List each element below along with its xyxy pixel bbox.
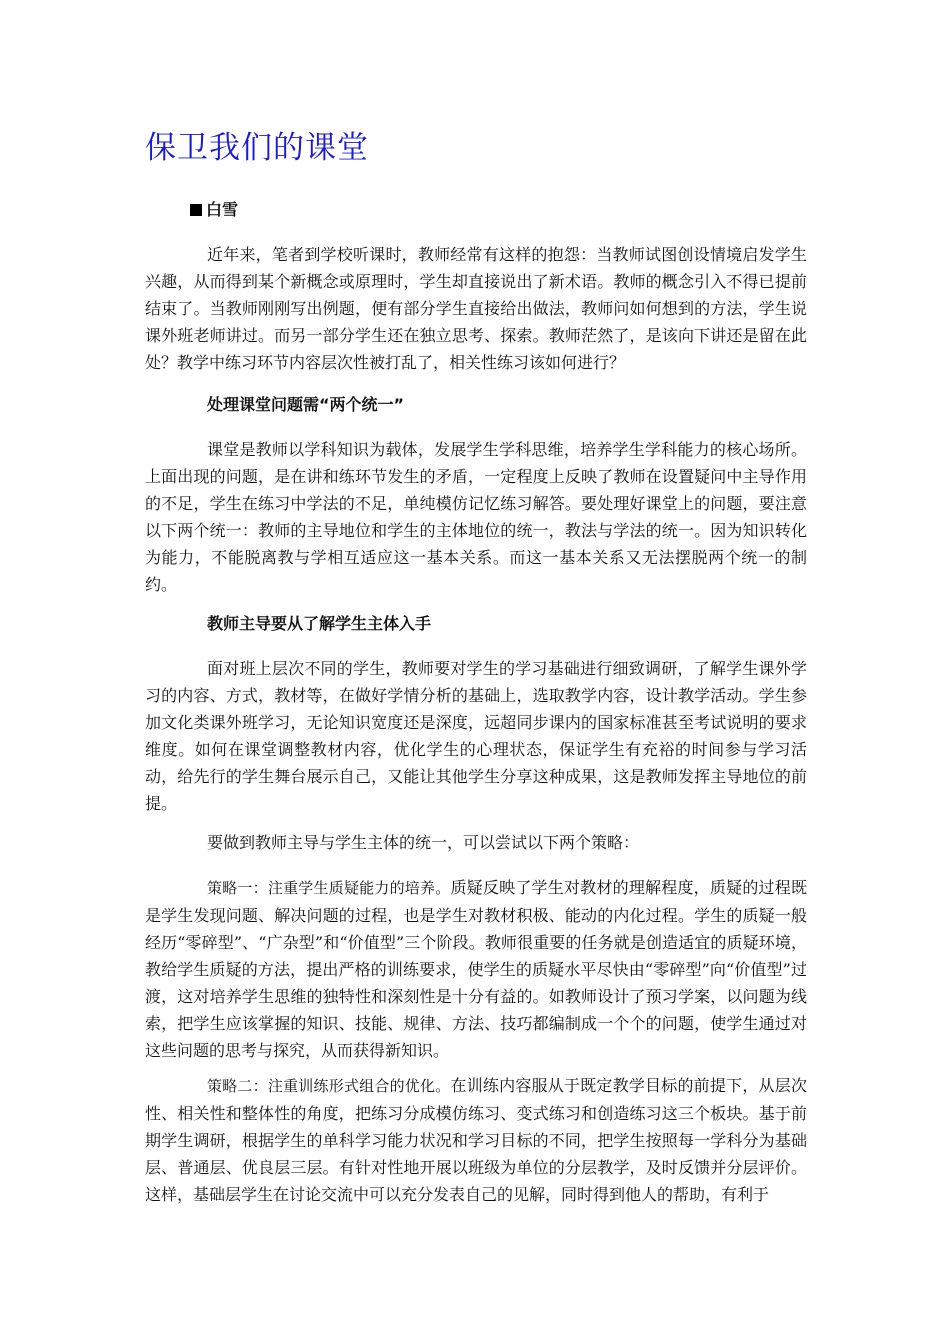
strategy2-label: 策略二：注重训练形式组合的优化。 bbox=[207, 1077, 451, 1095]
square-bullet-icon bbox=[190, 204, 202, 216]
section-heading-two-unities: 处理课堂问题需“两个统一” bbox=[207, 395, 405, 414]
section1-paragraph: 课堂是教师以学科知识为载体，发展学生学科思维，培养学生学科能力的核心场所。上面出现的问题，是在讲和练环节发生的矛盾，一定程度上反映了教师在设置疑问中主导作用的不足，学生在练习中学法的不足，单纯模仿记忆练习解答。要处理好课堂上的问题，要注意以下两个统一：教师的主导地位和学生的主体地位的统一，教法与学法的统一。因为知识转化为能力，不能脱离教与学相互适应这一基本关系。而这一基本关系又无法摆脱两个统一的制约。 bbox=[145, 440, 807, 594]
author-line bbox=[190, 198, 238, 222]
section2-paragraph: 面对班上层次不同的学生，教师要对学生的学习基础进行细致调研，了解学生课外学习的内容、方式，教材等，在做好学情分析的基础上，选取教学内容，设计教学活动。学生参加文化类课外班学习，无论知识宽度还是深度，远超同步课内的国家标准甚至考试说明的要求维度。如何在课堂调整教材内容，优化学生的心理状态，保证学生有充裕的时间参与学习活动，给先行的学生舞台展示自己，又能让其他学生分享这种成果，这是教师发挥主导地位的前提。 bbox=[145, 659, 807, 813]
strategy1-body: 质疑反映了学生对教材的理解程度，质疑的过程既是学生发现问题、解决问题的过程，也是学生对教材积极、能动的内化过程。学生的质疑一般经历“零碎型”、“广杂型”和“价值型”三个阶段。教师很重要的任务就是创造适宜的质疑环境，教给学生质疑的方法，提出严格的训练要求，使学生的质疑水平尽快由“零碎型”向“价值型”过渡，这对培养学生思维的独特性和深刻性是十分有益的。如教师设计了预习学案，以问题为线索，把学生应该掌握的知识、技能、规律、方法、技巧都编制成一个个的问题，使学生通过对这些问题的思考与探究，从而获得新知识。 bbox=[145, 878, 807, 1060]
strategy1-paragraph bbox=[145, 874, 807, 1064]
strategy2-body: 在训练内容服从于既定教学目标的前提下，从层次性、相关性和整体性的角度，把练习分成模仿练习、变式练习和创造练习这三个板块。基于前期学生调研，根据学生的单科学习能力状况和学习目标的不同，把学生按照每一学科分为基础层、普通层、优良层三层。有针对性地开展以班级为单位的分层教学，及时反馈并分层评价。这样，基础层学生在讨论交流中可以充分发表自己的见解，同时得到他人的帮助，有利于 bbox=[145, 1076, 807, 1204]
strategy2-paragraph bbox=[145, 1072, 807, 1208]
intro-paragraph: 近年来，笔者到学校听课时，教师经常有这样的抱怨：当教师试图创设情境启发学生兴趣，从而得到某个新概念或原理时，学生却直接说出了新术语。教师的概念引入不得已提前结束了。当教师刚刚写出例题，便有部分学生直接给出做法，教师问如何想到的方法，学生说课外班老师讲过。而另一部分学生还在独立思考、探索。教师茫然了，是该向下讲还是留在此处？教学中练习环节内容层次性被打乱了，相关性练习该如何进行？ bbox=[145, 245, 807, 372]
author-name: 白雪 bbox=[206, 200, 239, 219]
strategy1-label: 策略一：注重学生质疑能力的培养。 bbox=[207, 879, 451, 897]
section-heading-teacher-guidance: 教师主导要从了解学生主体入手 bbox=[207, 614, 432, 633]
article-title: 保卫我们的课堂 bbox=[145, 130, 369, 166]
strategies-lead-paragraph: 要做到教师主导与学生主体的统一，可以尝试以下两个策略： bbox=[207, 833, 640, 852]
